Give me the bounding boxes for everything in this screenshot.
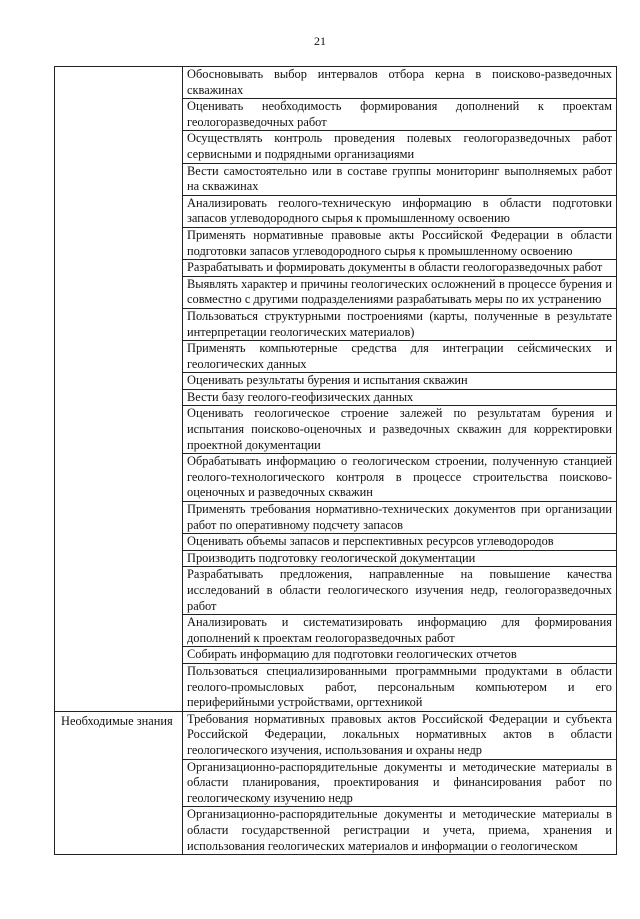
table-cell: Применять компьютерные средства для интеграции сейсмических и геологических данных bbox=[183, 341, 617, 373]
table-cell: Выявлять характер и причины геологических осложнений в процессе бурения и совместно с другими подразделениями разрабатывать меры по их устранению bbox=[183, 276, 617, 308]
table-cell: Оценивать объемы запасов и перспективных ресурсов углеводородов bbox=[183, 534, 617, 551]
table-cell: Вести самостоятельно или в составе группы мониторинг выполняемых работ на скважинах bbox=[183, 163, 617, 195]
table-cell: Анализировать геолого-техническую информацию в области подготовки запасов углеводородного сырья к промышленному освоению bbox=[183, 195, 617, 227]
table-cell: Вести базу геолого-геофизических данных bbox=[183, 389, 617, 406]
table-cell: Разрабатывать предложения, направленные на повышение качества исследований в области геологического изучения недр, геологоразведочных работ bbox=[183, 567, 617, 615]
table-cell: Оценивать геологическое строение залежей по результатам бурения и испытания поисково-оценочных и разведочных скважин для корректировки проектной документации bbox=[183, 406, 617, 454]
table-cell: Производить подготовку геологической документации bbox=[183, 550, 617, 567]
competency-table bbox=[54, 66, 617, 855]
table-row bbox=[55, 711, 617, 759]
table-cell: Собирать информацию для подготовки геологических отчетов bbox=[183, 647, 617, 664]
knowledge-label-cell: Необходимые знания bbox=[55, 711, 183, 854]
skills-label-cell bbox=[55, 67, 183, 712]
page-number: 21 bbox=[314, 34, 326, 48]
table-cell: Требования нормативных правовых актов Российской Федерации и субъекта Российской Федерации, локальных нормативных актов в области геологического изучения, использования и охраны недр bbox=[183, 711, 617, 759]
table-cell: Оценивать необходимость формирования дополнений к проектам геологоразведочных работ bbox=[183, 99, 617, 131]
table-cell: Пользоваться структурными построениями (карты, полученные в результате интерпретации геологических материалов) bbox=[183, 308, 617, 340]
table-cell: Обрабатывать информацию о геологическом строении, полученную станцией геолого-технологического контроля в процессе строительства поисково-оценочных и разведочных скважин bbox=[183, 454, 617, 502]
table-cell: Пользоваться специализированными программными продуктами в области геолого-промысловых работ, персональным компьютером и его периферийными устройствами, оргтехникой bbox=[183, 663, 617, 711]
table-cell: Организационно-распорядительные документы и методические материалы в области планирования, проектирования и финансирования работ по геологическому изучению недр bbox=[183, 759, 617, 807]
table-cell: Применять нормативные правовые акты Российской Федерации в области подготовки запасов углеводородного сырья к промышленному освоению bbox=[183, 227, 617, 259]
table-cell: Осуществлять контроль проведения полевых геологоразведочных работ сервисными и подрядными организациями bbox=[183, 131, 617, 163]
table-cell: Организационно-распорядительные документы и методические материалы в области государственной регистрации и учета, приема, хранения и использования геологических материалов и информации о геологическом bbox=[183, 807, 617, 855]
table-row bbox=[55, 67, 617, 99]
table-cell: Разрабатывать и формировать документы в области геологоразведочных работ bbox=[183, 260, 617, 277]
table-cell: Обосновывать выбор интервалов отбора керна в поисково-разведочных скважинах bbox=[183, 67, 617, 99]
table-cell: Анализировать и систематизировать информацию для формирования дополнений к проектам геологоразведочных работ bbox=[183, 615, 617, 647]
table-cell: Применять требования нормативно-технических документов при организации работ по оперативному подсчету запасов bbox=[183, 502, 617, 534]
table-cell: Оценивать результаты бурения и испытания скважин bbox=[183, 373, 617, 390]
